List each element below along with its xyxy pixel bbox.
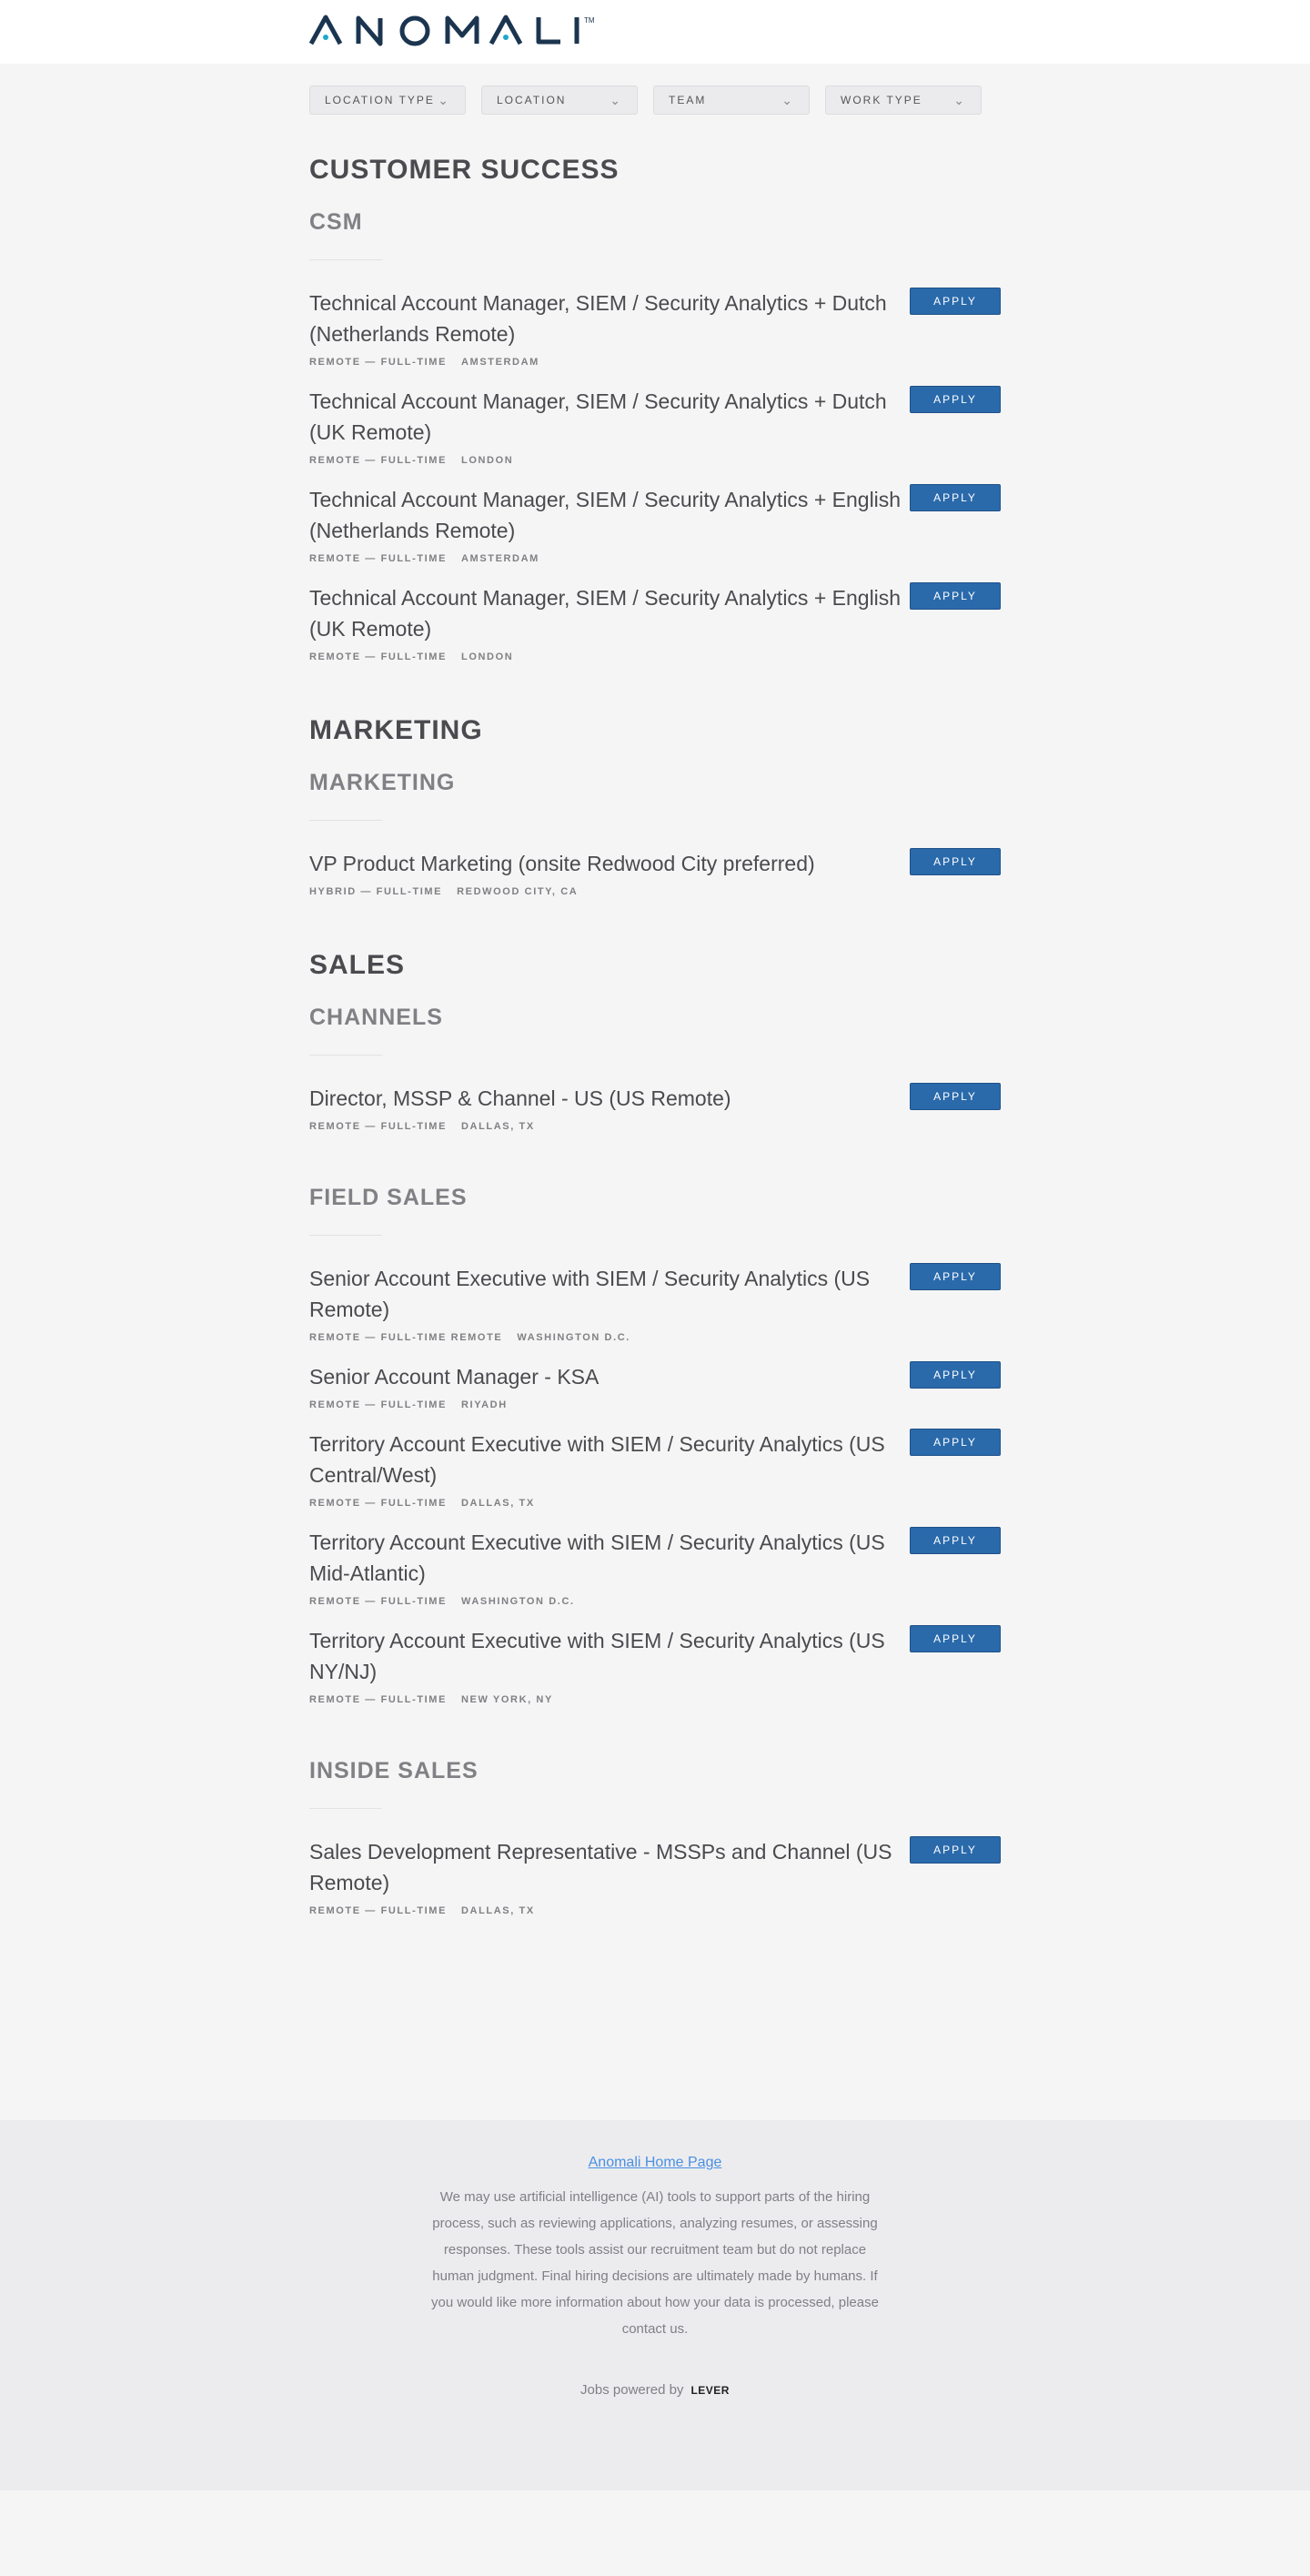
posting-meta <box>309 1498 910 1509</box>
posting-meta <box>309 1694 910 1705</box>
apply-button[interactable]: APPLY <box>910 1527 1001 1554</box>
job-posting[interactable] <box>309 582 1001 662</box>
posting-info <box>309 288 910 368</box>
posting-location: DALLAS, TX <box>461 1498 535 1509</box>
posting-location: AMSTERDAM <box>461 553 539 564</box>
job-posting[interactable] <box>309 1263 1001 1343</box>
filter-dropdown[interactable] <box>653 86 810 115</box>
departments-list <box>309 155 1001 2120</box>
team-divider <box>309 1235 382 1236</box>
lever-logo[interactable]: LEVER <box>690 2384 730 2397</box>
anomali-logo-mark <box>309 14 646 50</box>
posting-title[interactable]: VP Product Marketing (onsite Redwood City preferred) <box>309 852 815 875</box>
posting-commitment: REMOTE — FULL-TIME <box>309 357 448 368</box>
posting-location: NEW YORK, NY <box>461 1694 553 1705</box>
posting-location: REDWOOD CITY, CA <box>457 886 579 897</box>
posting-meta <box>309 455 910 466</box>
filter-label: LOCATION TYPE <box>325 94 435 106</box>
posting-commitment: HYBRID — FULL-TIME <box>309 886 443 897</box>
posting-title[interactable]: Technical Account Manager, SIEM / Security Analytics + English (Netherlands Remote) <box>309 488 902 542</box>
posting-title[interactable]: Territory Account Executive with SIEM / Security Analytics (US Mid-Atlantic) <box>309 1530 885 1585</box>
apply-button[interactable]: APPLY <box>910 288 1001 315</box>
svg-text:TM: TM <box>584 16 595 25</box>
posting-commitment: REMOTE — FULL-TIME <box>309 1498 448 1509</box>
posting-info <box>309 484 910 564</box>
department-title: CUSTOMER SUCCESS <box>309 155 620 185</box>
team-divider <box>309 1808 382 1809</box>
posting-location: LONDON <box>461 652 514 662</box>
team-title: MARKETING <box>309 770 456 795</box>
apply-button[interactable]: APPLY <box>910 484 1001 511</box>
apply-button[interactable]: APPLY <box>910 582 1001 610</box>
apply-button[interactable]: APPLY <box>910 1836 1001 1864</box>
postings-container <box>309 64 1001 2120</box>
posting-info <box>309 1429 910 1509</box>
team-divider <box>309 1055 382 1056</box>
site-footer <box>0 2120 1310 2490</box>
ai-disclosure-note: We may use artificial intelligence (AI) tools to support parts of the hiring process, such as reviewing applications, analyzing resumes, or assessing responses. These tools assist our recruitment team but do not replace human judgment. Final hiring decisions are ultimately made by humans. If you would like more information about how your data is processed, please contact us. <box>431 2189 879 2337</box>
posting-commitment: REMOTE — FULL-TIME <box>309 652 448 662</box>
anomali-logo[interactable] <box>309 0 1001 64</box>
posting-location: WASHINGTON D.C. <box>517 1332 630 1343</box>
chevron-down-icon: ⌄ <box>953 92 966 107</box>
filter-dropdown[interactable] <box>309 86 466 115</box>
job-posting[interactable] <box>309 848 1001 897</box>
chevron-down-icon: ⌄ <box>781 92 794 107</box>
posting-location: DALLAS, TX <box>461 1905 535 1916</box>
posting-info <box>309 582 910 662</box>
job-posting[interactable] <box>309 288 1001 368</box>
team-title: CSM <box>309 209 363 235</box>
chevron-down-icon: ⌄ <box>610 92 622 107</box>
posting-info <box>309 1083 910 1132</box>
posting-meta <box>309 652 910 662</box>
job-posting[interactable] <box>309 1625 1001 1705</box>
posting-commitment: REMOTE — FULL-TIME <box>309 1399 448 1410</box>
posting-location: WASHINGTON D.C. <box>461 1596 575 1607</box>
posting-title[interactable]: Senior Account Executive with SIEM / Security Analytics (US Remote) <box>309 1267 871 1321</box>
posting-commitment: REMOTE — FULL-TIME <box>309 455 448 466</box>
apply-button[interactable]: APPLY <box>910 1429 1001 1456</box>
posting-location: AMSTERDAM <box>461 357 539 368</box>
content-spacer <box>309 1916 1001 2120</box>
posting-meta <box>309 1399 910 1410</box>
posting-commitment: REMOTE — FULL-TIME <box>309 1121 448 1132</box>
posting-commitment: REMOTE — FULL-TIME REMOTE <box>309 1332 503 1343</box>
posting-commitment: REMOTE — FULL-TIME <box>309 553 448 564</box>
home-page-link[interactable]: Anomali Home Page <box>588 2155 722 2170</box>
filter-dropdown[interactable] <box>481 86 638 115</box>
posting-commitment: REMOTE — FULL-TIME <box>309 1694 448 1705</box>
posting-meta <box>309 1121 910 1132</box>
job-posting[interactable] <box>309 1083 1001 1132</box>
posting-info <box>309 1836 910 1916</box>
posting-location: RIYADH <box>461 1399 508 1410</box>
posting-meta <box>309 357 910 368</box>
posting-title[interactable]: Sales Development Representative - MSSPs and Channel (US Remote) <box>309 1840 892 1894</box>
posting-title[interactable]: Technical Account Manager, SIEM / Security Analytics + Dutch (UK Remote) <box>309 389 887 444</box>
posting-info <box>309 1263 910 1343</box>
filter-label: TEAM <box>669 94 707 106</box>
posting-info <box>309 386 910 466</box>
job-posting[interactable] <box>309 1836 1001 1916</box>
team-divider <box>309 259 382 260</box>
filter-bar <box>309 64 1001 115</box>
filter-label: WORK TYPE <box>841 94 922 106</box>
department-title: MARKETING <box>309 715 483 745</box>
filter-label: LOCATION <box>497 94 567 106</box>
posting-meta <box>309 886 910 897</box>
posting-title[interactable]: Director, MSSP & Channel - US (US Remote) <box>309 1086 731 1110</box>
posting-info <box>309 848 910 897</box>
posting-info <box>309 1625 910 1705</box>
team-title: CHANNELS <box>309 1005 443 1030</box>
team-divider <box>309 820 382 821</box>
apply-button[interactable]: APPLY <box>910 1361 1001 1389</box>
powered-by-label: Jobs powered by <box>580 2382 684 2398</box>
posting-title[interactable]: Territory Account Executive with SIEM / Security Analytics (US NY/NJ) <box>309 1629 885 1683</box>
team-title: FIELD SALES <box>309 1185 468 1210</box>
powered-by <box>0 2382 1310 2398</box>
department-title: SALES <box>309 950 406 980</box>
posting-meta <box>309 1332 910 1343</box>
posting-info <box>309 1527 910 1607</box>
posting-meta <box>309 1905 910 1916</box>
filter-dropdown[interactable] <box>825 86 982 115</box>
posting-title[interactable]: Territory Account Executive with SIEM / Security Analytics (US Central/West) <box>309 1432 885 1487</box>
posting-info <box>309 1361 910 1410</box>
job-posting[interactable] <box>309 484 1001 564</box>
apply-button[interactable]: APPLY <box>910 1083 1001 1110</box>
posting-commitment: REMOTE — FULL-TIME <box>309 1905 448 1916</box>
posting-meta <box>309 553 910 564</box>
apply-button[interactable]: APPLY <box>910 1625 1001 1652</box>
posting-location: DALLAS, TX <box>461 1121 535 1132</box>
job-posting[interactable] <box>309 1429 1001 1509</box>
job-posting[interactable] <box>309 1361 1001 1410</box>
posting-title[interactable]: Senior Account Manager - KSA <box>309 1365 600 1389</box>
posting-title[interactable]: Technical Account Manager, SIEM / Security Analytics + English (UK Remote) <box>309 586 902 641</box>
posting-location: LONDON <box>461 455 514 466</box>
posting-meta <box>309 1596 910 1607</box>
posting-title[interactable]: Technical Account Manager, SIEM / Security Analytics + Dutch (Netherlands Remote) <box>309 291 887 346</box>
team-title: INSIDE SALES <box>309 1758 479 1783</box>
posting-commitment: REMOTE — FULL-TIME <box>309 1596 448 1607</box>
chevron-down-icon: ⌄ <box>438 92 450 107</box>
apply-button[interactable]: APPLY <box>910 848 1001 875</box>
job-posting[interactable] <box>309 386 1001 466</box>
site-header <box>0 0 1310 64</box>
apply-button[interactable]: APPLY <box>910 386 1001 413</box>
job-posting[interactable] <box>309 1527 1001 1607</box>
apply-button[interactable]: APPLY <box>910 1263 1001 1290</box>
